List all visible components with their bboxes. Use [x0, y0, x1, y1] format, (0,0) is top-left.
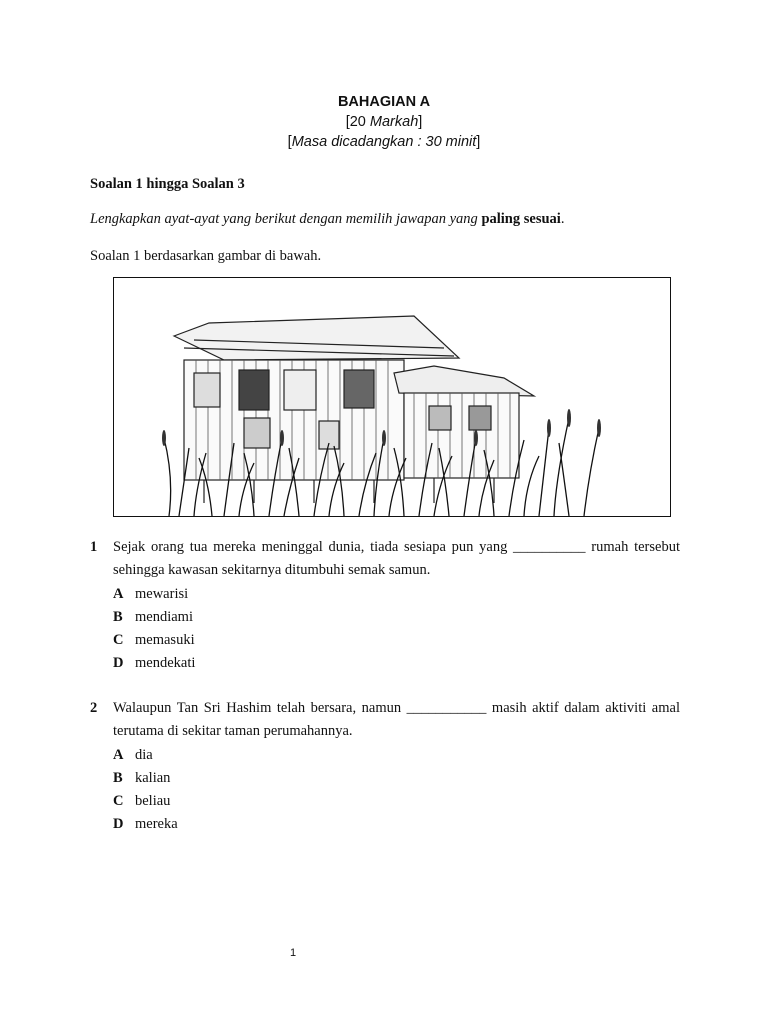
stimulus-intro: Soalan 1 berdasarkan gambar di bawah.	[90, 248, 322, 264]
option-text: kalian	[135, 770, 171, 786]
option-letter: D	[113, 816, 124, 832]
option-letter: B	[113, 609, 123, 625]
instruction-bold: paling sesuai	[481, 211, 561, 227]
option-letter: C	[113, 632, 124, 648]
option-b[interactable]	[113, 767, 680, 790]
option-a[interactable]	[113, 583, 680, 606]
answer-options	[113, 744, 680, 836]
option-d[interactable]	[113, 652, 680, 675]
question-text: Walaupun Tan Sri Hashim telah bersara, namun ___________ masih aktif dalam aktiviti amal terutama di sekitar taman perumahannya.	[113, 700, 680, 739]
question-number: 1	[90, 539, 98, 555]
question-text: Sejak orang tua mereka meninggal dunia, tiada sesiapa pun yang __________ rumah tersebut sehingga kawasan sekitarnya ditumbuhi semak samun.	[113, 539, 680, 578]
option-letter: A	[113, 586, 124, 602]
option-text: mendiami	[135, 609, 193, 625]
instruction-italic: Lengkapkan ayat-ayat yang berikut dengan memilih jawapan yang	[90, 211, 478, 227]
suggested-time: Masa dicadangkan : 30 minit	[291, 134, 477, 150]
marks-line: [20 Markah]	[345, 114, 423, 130]
question-2	[90, 697, 680, 836]
option-letter: A	[113, 747, 124, 763]
page-number: 1	[290, 947, 297, 959]
option-text: mendekati	[135, 655, 196, 671]
option-letter: D	[113, 655, 124, 671]
option-c[interactable]	[113, 790, 680, 813]
marks-number: 20	[349, 114, 366, 130]
option-text: dia	[135, 747, 153, 763]
picture-frame	[113, 277, 671, 517]
section-header	[0, 92, 768, 152]
option-d[interactable]	[113, 813, 680, 836]
option-text: mereka	[135, 816, 178, 832]
option-text: memasuki	[135, 632, 195, 648]
option-a[interactable]	[113, 744, 680, 767]
questions-range-heading: Soalan 1 hingga Soalan 3	[90, 176, 245, 192]
time-line: [Masa dicadangkan : 30 minit]	[287, 134, 481, 150]
answer-options	[113, 583, 680, 675]
option-letter: B	[113, 770, 123, 786]
question-number: 2	[90, 700, 98, 716]
marks-word: Markah	[369, 114, 419, 130]
question-1	[90, 536, 680, 675]
option-c[interactable]	[113, 629, 680, 652]
option-text: beliau	[135, 793, 171, 809]
option-text: mewarisi	[135, 586, 189, 602]
instruction-end: .	[560, 211, 565, 227]
option-letter: C	[113, 793, 124, 809]
option-b[interactable]	[113, 606, 680, 629]
old-wooden-house-sketch-icon	[114, 278, 670, 516]
section-title: BAHAGIAN A	[337, 94, 431, 110]
instruction	[90, 211, 564, 228]
